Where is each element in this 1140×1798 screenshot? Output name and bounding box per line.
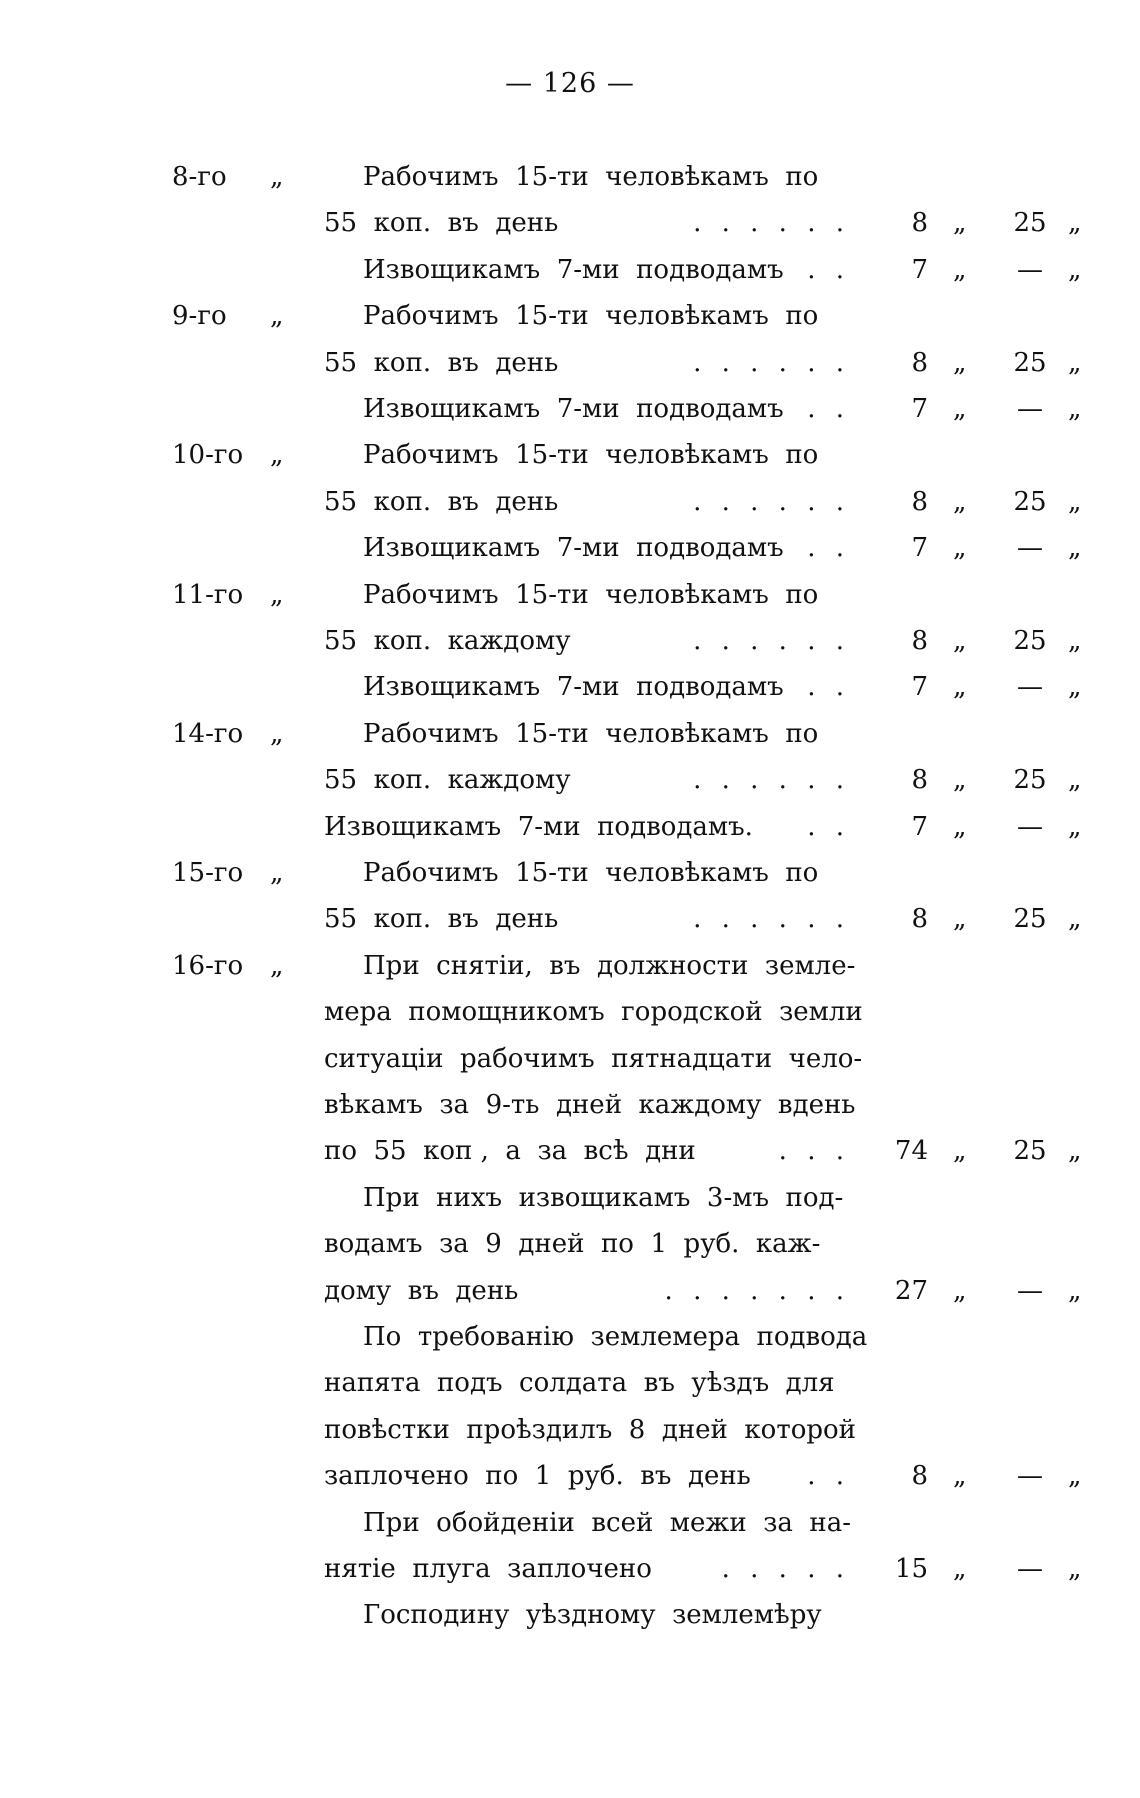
amount-kopecks: 25 bbox=[1013, 904, 1047, 934]
amount-kopecks: 25 bbox=[1013, 626, 1047, 656]
amount-kopecks: 25 bbox=[1013, 487, 1047, 517]
ditto-mark: „ bbox=[953, 1461, 967, 1491]
amount-kopecks: 25 bbox=[1013, 1136, 1047, 1166]
ditto-mark: „ bbox=[1068, 1136, 1082, 1166]
ledger-row bbox=[0, 1128, 1140, 1174]
amount-kopecks: — bbox=[1017, 812, 1043, 842]
entry-text: ситуаціи рабочимъ пятнадцати чело- bbox=[324, 1044, 863, 1074]
ditto-mark: „ bbox=[1068, 1276, 1082, 1306]
ledger-row bbox=[0, 200, 1140, 246]
leader-dots: . . bbox=[807, 1461, 850, 1491]
entry-text: Извощикамъ 7-ми подводамъ bbox=[363, 672, 784, 702]
entry-date: 14-го bbox=[172, 719, 244, 749]
ledger-row bbox=[0, 1592, 1140, 1638]
amount-rubles: 27 bbox=[894, 1276, 928, 1306]
entry-text: Рабочимъ 15-ти человѣкамъ по bbox=[363, 719, 819, 749]
leader-dots: . . . . . . . bbox=[664, 1276, 850, 1306]
entry-text: При обойденіи всей межи за на- bbox=[363, 1508, 852, 1538]
leader-dots: . . bbox=[807, 672, 850, 702]
entry-text: заплочено по 1 руб. въ день bbox=[324, 1461, 751, 1491]
leader-dots: . . . . . . bbox=[693, 765, 850, 795]
ledger-row bbox=[0, 572, 1140, 618]
ditto-mark: „ bbox=[953, 1136, 967, 1166]
ditto-mark: „ bbox=[953, 394, 967, 424]
ledger-row bbox=[0, 386, 1140, 432]
entry-date: 8-го bbox=[172, 162, 227, 192]
ditto-mark: „ bbox=[953, 765, 967, 795]
ditto-mark: „ bbox=[953, 812, 967, 842]
ditto-mark: „ bbox=[1068, 394, 1082, 424]
ditto-mark: „ bbox=[953, 533, 967, 563]
ledger-row bbox=[0, 1407, 1140, 1453]
ledger-row bbox=[0, 989, 1140, 1035]
page-number: — 126 — bbox=[505, 68, 635, 99]
entry-date: 9-го bbox=[172, 301, 227, 331]
entry-text: вѣкамъ за 9-ть дней каждому вдень bbox=[324, 1090, 856, 1120]
amount-rubles: 8 bbox=[911, 626, 928, 656]
ditto-mark: „ bbox=[270, 858, 284, 888]
amount-rubles: 7 bbox=[911, 533, 928, 563]
ledger-row bbox=[0, 1175, 1140, 1221]
entry-text: по 55 коп , а за всѣ дни bbox=[324, 1136, 696, 1166]
ledger-row bbox=[0, 1082, 1140, 1128]
entry-text: дому въ день bbox=[324, 1276, 519, 1306]
ditto-mark: „ bbox=[1068, 1554, 1082, 1584]
entry-text: При снятіи, въ должности земле- bbox=[363, 951, 856, 981]
amount-kopecks: 25 bbox=[1013, 765, 1047, 795]
ledger-row bbox=[0, 247, 1140, 293]
ledger-row bbox=[0, 432, 1140, 478]
leader-dots: . . bbox=[807, 812, 850, 842]
ditto-mark: „ bbox=[1068, 255, 1082, 285]
ditto-mark: „ bbox=[270, 301, 284, 331]
amount-kopecks: — bbox=[1017, 394, 1043, 424]
entry-text: напята подъ солдата въ уѣздъ для bbox=[324, 1368, 835, 1398]
amount-kopecks: — bbox=[1017, 672, 1043, 702]
entry-text: 55 коп. въ день bbox=[324, 904, 559, 934]
leader-dots: . . . bbox=[778, 1136, 850, 1166]
entry-text: 55 коп. каждому bbox=[324, 626, 571, 656]
ledger-row bbox=[0, 618, 1140, 664]
ledger-row bbox=[0, 1268, 1140, 1314]
ledger-row bbox=[0, 1500, 1140, 1546]
entry-date: 11-го bbox=[172, 580, 244, 610]
ledger-row bbox=[0, 525, 1140, 571]
entry-text: Господину уѣздному землемѣру bbox=[363, 1600, 822, 1630]
ledger-row bbox=[0, 804, 1140, 850]
entry-date: 15-го bbox=[172, 858, 244, 888]
entry-text: Извощикамъ 7-ми подводамъ bbox=[363, 533, 784, 563]
entry-text: 55 коп. каждому bbox=[324, 765, 571, 795]
entry-text: 55 коп. въ день bbox=[324, 208, 559, 238]
ledger-row bbox=[0, 1453, 1140, 1499]
ledger-row bbox=[0, 711, 1140, 757]
ditto-mark: „ bbox=[1068, 1461, 1082, 1491]
entry-text: нятіе плуга заплочено bbox=[324, 1554, 652, 1584]
entry-text: Рабочимъ 15-ти человѣкамъ по bbox=[363, 440, 819, 470]
entry-text: Извощикамъ 7-ми подводамъ bbox=[363, 394, 784, 424]
entry-text: Рабочимъ 15-ти человѣкамъ по bbox=[363, 162, 819, 192]
entry-text: 55 коп. въ день bbox=[324, 487, 559, 517]
amount-rubles: 8 bbox=[911, 208, 928, 238]
entry-date: 16-го bbox=[172, 951, 244, 981]
leader-dots: . . . . . . bbox=[693, 904, 850, 934]
ledger-row bbox=[0, 1036, 1140, 1082]
ledger-row bbox=[0, 340, 1140, 386]
entry-text: Извощикамъ 7-ми подводамъ bbox=[363, 255, 784, 285]
entry-text: мера помощникомъ городской земли bbox=[324, 997, 863, 1027]
ledger-row bbox=[0, 943, 1140, 989]
leader-dots: . . bbox=[807, 533, 850, 563]
leader-dots: . . bbox=[807, 394, 850, 424]
ditto-mark: „ bbox=[953, 208, 967, 238]
ledger-row bbox=[0, 1221, 1140, 1267]
entry-text: Рабочимъ 15-ти человѣкамъ по bbox=[363, 858, 819, 888]
ditto-mark: „ bbox=[1068, 765, 1082, 795]
ditto-mark: „ bbox=[953, 1554, 967, 1584]
ditto-mark: „ bbox=[270, 719, 284, 749]
amount-rubles: 8 bbox=[911, 1461, 928, 1491]
leader-dots: . . bbox=[807, 255, 850, 285]
ledger-row bbox=[0, 154, 1140, 200]
entry-text: Рабочимъ 15-ти человѣкамъ по bbox=[363, 580, 819, 610]
ditto-mark: „ bbox=[953, 348, 967, 378]
ledger-row bbox=[0, 1546, 1140, 1592]
ledger-row bbox=[0, 896, 1140, 942]
ditto-mark: „ bbox=[953, 904, 967, 934]
ditto-mark: „ bbox=[953, 672, 967, 702]
amount-rubles: 8 bbox=[911, 765, 928, 795]
entry-text: повѣстки проѣздилъ 8 дней которой bbox=[324, 1415, 856, 1445]
entry-text: 55 коп. въ день bbox=[324, 348, 559, 378]
ditto-mark: „ bbox=[953, 1276, 967, 1306]
entry-text: По требованію землемера подвода bbox=[363, 1322, 868, 1352]
amount-rubles: 8 bbox=[911, 487, 928, 517]
ledger-row bbox=[0, 293, 1140, 339]
ledger-row bbox=[0, 479, 1140, 525]
amount-kopecks: — bbox=[1017, 1276, 1043, 1306]
ledger-row bbox=[0, 664, 1140, 710]
amount-kopecks: 25 bbox=[1013, 348, 1047, 378]
ledger-row bbox=[0, 1314, 1140, 1360]
ditto-mark: „ bbox=[953, 626, 967, 656]
amount-rubles: 8 bbox=[911, 348, 928, 378]
amount-rubles: 7 bbox=[911, 394, 928, 424]
amount-rubles: 7 bbox=[911, 255, 928, 285]
amount-kopecks: 25 bbox=[1013, 208, 1047, 238]
amount-rubles: 74 bbox=[894, 1136, 928, 1166]
leader-dots: . . . . . bbox=[721, 1554, 850, 1584]
entry-text: водамъ за 9 дней по 1 руб. каж- bbox=[324, 1229, 821, 1259]
amount-rubles: 7 bbox=[911, 672, 928, 702]
entry-date: 10-го bbox=[172, 440, 244, 470]
ditto-mark: „ bbox=[1068, 672, 1082, 702]
ditto-mark: „ bbox=[1068, 348, 1082, 378]
amount-kopecks: — bbox=[1017, 1554, 1043, 1584]
leader-dots: . . . . . . bbox=[693, 626, 850, 656]
entry-text: Рабочимъ 15-ти человѣкамъ по bbox=[363, 301, 819, 331]
ledger-row bbox=[0, 1360, 1140, 1406]
ditto-mark: „ bbox=[270, 440, 284, 470]
ditto-mark: „ bbox=[1068, 487, 1082, 517]
ditto-mark: „ bbox=[1068, 812, 1082, 842]
amount-rubles: 8 bbox=[911, 904, 928, 934]
ditto-mark: „ bbox=[270, 951, 284, 981]
amount-kopecks: — bbox=[1017, 1461, 1043, 1491]
leader-dots: . . . . . . bbox=[693, 487, 850, 517]
ditto-mark: „ bbox=[1068, 533, 1082, 563]
amount-kopecks: — bbox=[1017, 255, 1043, 285]
ledger-row bbox=[0, 850, 1140, 896]
ditto-mark: „ bbox=[270, 162, 284, 192]
entry-text: При нихъ извощикамъ 3-мъ под- bbox=[363, 1183, 844, 1213]
ditto-mark: „ bbox=[1068, 904, 1082, 934]
leader-dots: . . . . . . bbox=[693, 208, 850, 238]
ditto-mark: „ bbox=[953, 255, 967, 285]
ledger-row bbox=[0, 757, 1140, 803]
amount-rubles: 7 bbox=[911, 812, 928, 842]
amount-kopecks: — bbox=[1017, 533, 1043, 563]
amount-rubles: 15 bbox=[894, 1554, 928, 1584]
ditto-mark: „ bbox=[1068, 626, 1082, 656]
ditto-mark: „ bbox=[953, 487, 967, 517]
leader-dots: . . . . . . bbox=[693, 348, 850, 378]
entry-text: Извощикамъ 7-ми подводамъ. bbox=[324, 812, 753, 842]
ditto-mark: „ bbox=[1068, 208, 1082, 238]
ditto-mark: „ bbox=[270, 580, 284, 610]
